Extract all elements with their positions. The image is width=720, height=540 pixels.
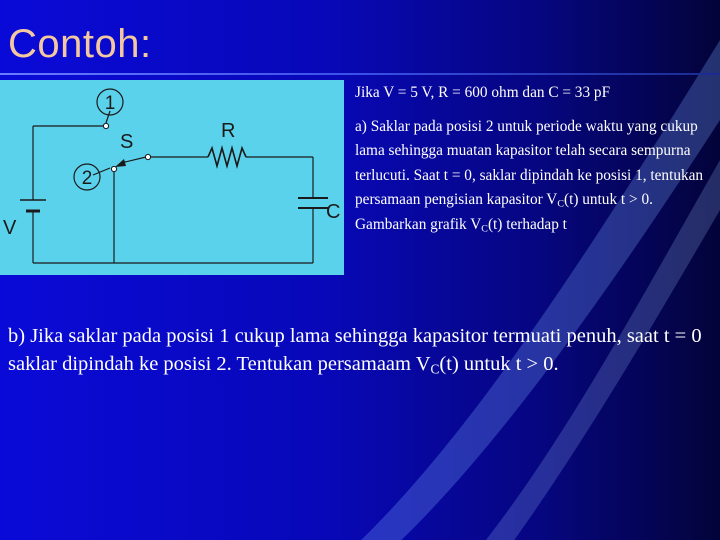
problem-a-body: a) Saklar pada posisi 2 untuk periode waktu yang cukup lama sehingga muatan kapasitor telah secara sempurna terlucuti. Saat t = 0, saklar dipindah ke posisi 1, tentukan persamaan pengisian kapasitor $V_C(t)$ untuk t > 0. Gambarkan grafik $V_C(t)$ terhadap t [355, 117, 704, 235]
slide-title: Contoh: [8, 22, 152, 66]
problem-a-text [355, 81, 705, 238]
switch-terminal-1 [103, 123, 108, 128]
vc-subscript: C [430, 360, 440, 376]
resistor-label: R [221, 120, 236, 142]
circuit-diagram [0, 80, 344, 275]
problem-b-text: b) Jika saklar pada posisi 1 cukup lama sehingga kapasitor termuati penuh, saat t = 0 saklar dipindah ke posisi 2. Tentukan persamaam $V_C(t)$ untuk t > 0. [8, 325, 702, 376]
node-1-label: 1 [104, 93, 116, 114]
battery-source [20, 200, 46, 211]
title-divider [0, 73, 720, 75]
source-label: V [3, 217, 17, 239]
capacitor [298, 198, 328, 208]
switch-terminal-common [145, 154, 150, 159]
switch-terminal-2 [111, 166, 116, 171]
vc-subscript: C [557, 198, 564, 210]
vc-subscript: C [481, 223, 488, 235]
capacitor-label: C [326, 201, 341, 223]
problem-given: Jika V = 5 V, R = 600 ohm dan C = 33 pF [355, 84, 611, 101]
switch-label: S [120, 131, 134, 153]
node-2-label: 2 [81, 168, 93, 189]
resistor [208, 148, 246, 166]
